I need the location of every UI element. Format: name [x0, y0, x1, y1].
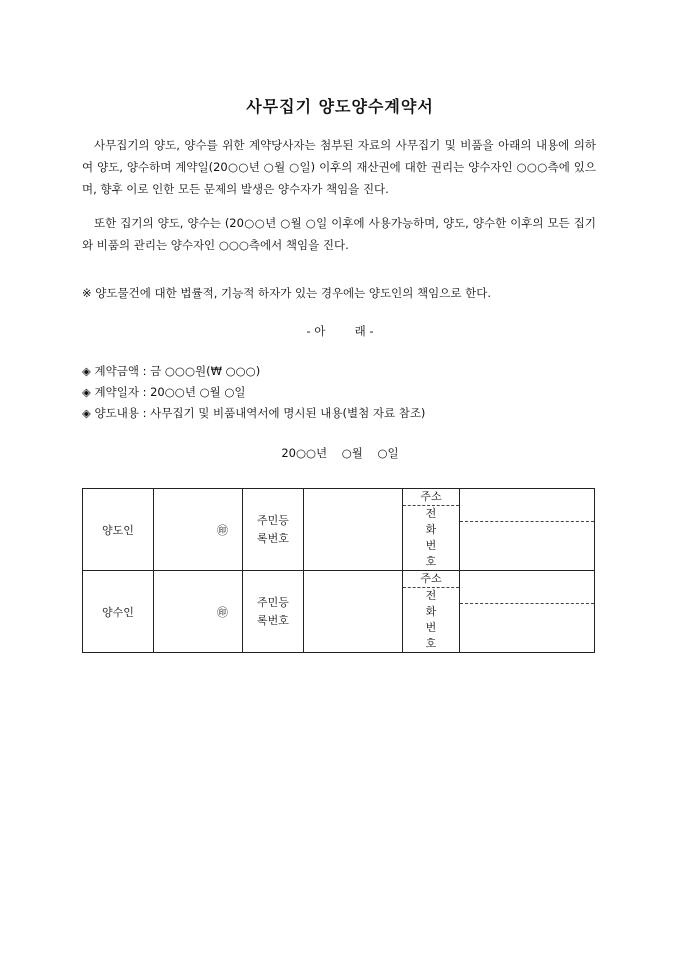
paragraph-usage: 또한 집기의 양도, 양수는 (20○○년 ○월 ○일 이후에 사용가능하며, 양도, 양수한 이후의 모든 집기와 비품의 관리는 양수자인 ○○○측에서 책임을 진다. [82, 216, 596, 252]
item-transfer-content: ◈ 양도내용 : 사무집기 및 비품내역서에 명시된 내용(별첨 자료 참조) [82, 406, 426, 420]
id-number-label: 주민등록번호 [257, 595, 289, 627]
party-row-transferee [83, 571, 595, 653]
signing-date: 20○○년 ○월 ○일 [281, 446, 399, 460]
liability-note: ※ 양도물건에 대한 법률적, 기능적 하자가 있는 경우에는 양도인의 책임으로 한다. [82, 286, 491, 300]
address-label: 주소 [403, 489, 459, 506]
phone-label: 전화번호 [425, 589, 445, 650]
phone-label: 전화번호 [425, 507, 445, 568]
seal-mark: ㊞ [154, 489, 243, 571]
id-number-label: 주민등록번호 [257, 513, 289, 545]
party-row-transferor [83, 489, 595, 571]
address-value[interactable] [460, 587, 594, 604]
address-label: 주소 [403, 571, 459, 588]
item-contract-date: ◈ 계약일자 : 20○○년 ○월 ○일 [82, 385, 246, 399]
item-contract-amount: ◈ 계약금액 : 금 ○○○원(₩ ○○○) [82, 364, 261, 378]
address-value[interactable] [460, 505, 594, 522]
id-number-value[interactable] [304, 489, 403, 571]
document-title: 사무집기 양도양수계약서 [246, 97, 434, 116]
seal-mark: ㊞ [154, 571, 243, 653]
section-heading: - 아 래 - [306, 324, 374, 338]
phone-value[interactable] [460, 522, 594, 555]
parties-table [82, 488, 595, 653]
phone-value[interactable] [460, 604, 594, 637]
paragraph-terms: 사무집기의 양도, 양수를 위한 계약당사자는 첨부된 자료의 사무집기 및 비품을 아래의 내용에 의하여 양도, 양수하며 계약일(20○○년 ○월 ○일) 이후의 재산권에 대한 권리는 양수자인 ○○○측에 있으며, 향후 이로 인한 모든 문제의 발생은 양수자가 책임을 진다. [82, 138, 596, 196]
id-number-value[interactable] [304, 571, 403, 653]
party-role: 양도인 [83, 489, 154, 571]
party-role: 양수인 [83, 571, 154, 653]
